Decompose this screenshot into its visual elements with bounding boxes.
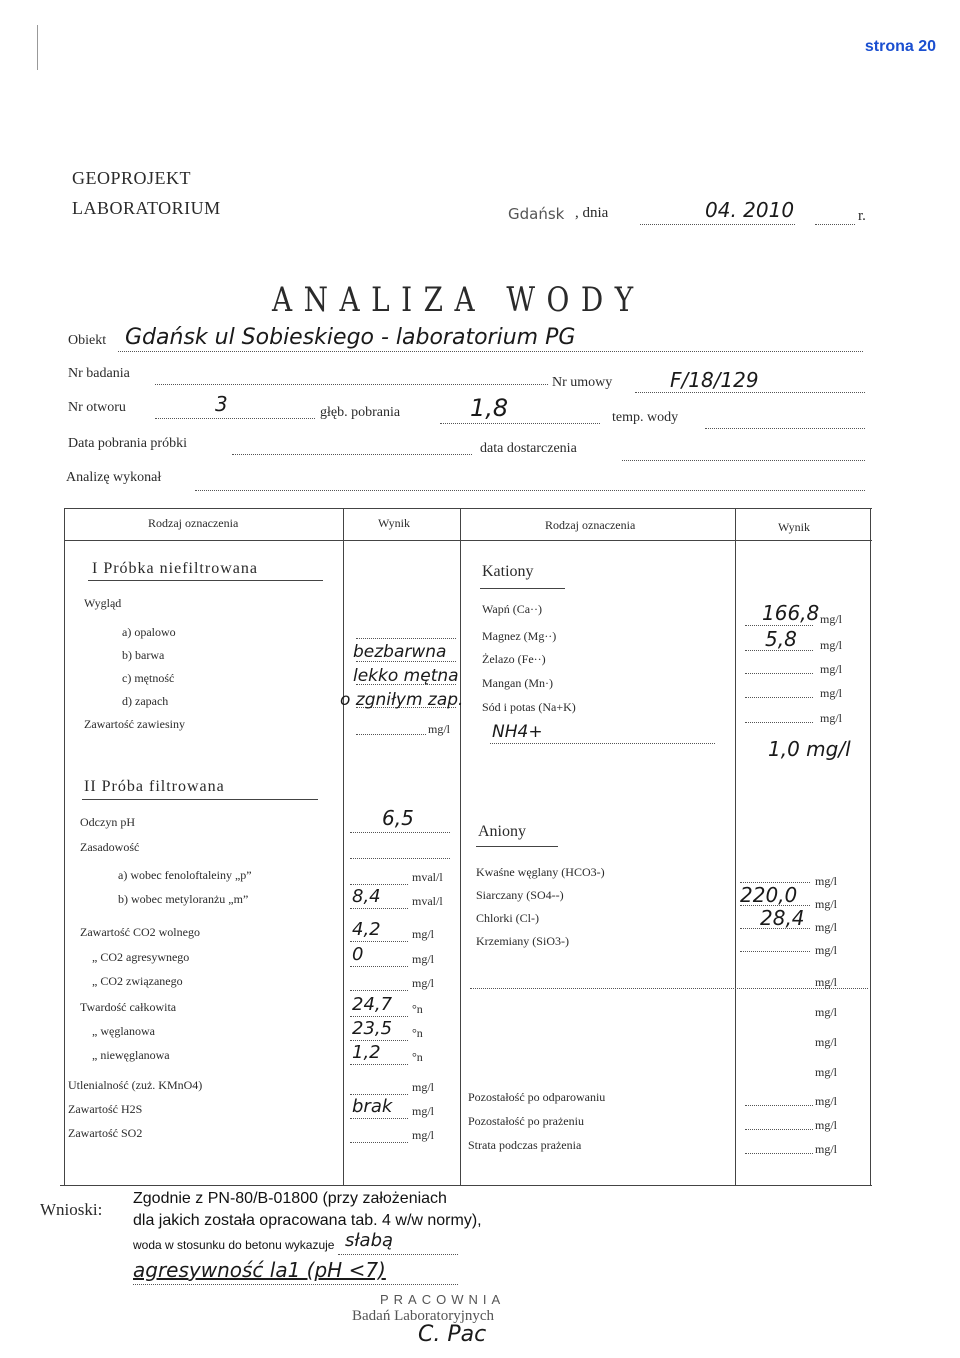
s2-row-unit: mg/l bbox=[412, 952, 435, 966]
kation-label: Żelazo (Fe··) bbox=[482, 652, 546, 666]
nr-otworu-value: 3 bbox=[215, 392, 228, 416]
anion-label: Siarczany (SO4--) bbox=[476, 888, 564, 902]
place: Gdańsk bbox=[508, 205, 565, 223]
anion-extra-unit: mg/l bbox=[815, 1005, 838, 1019]
anion-unit: mg/l bbox=[815, 897, 838, 911]
s2-row-unit: mg/l bbox=[412, 1128, 435, 1142]
s2-row-unit: mg/l bbox=[412, 927, 435, 941]
stamp-line1: PRACOWNIA bbox=[380, 1292, 506, 1307]
kation-extra-value: 1,0 mg/l bbox=[768, 737, 851, 761]
s2-row-label: b) wobec metyloranżu „m” bbox=[118, 892, 249, 906]
anion-value: 220,0 bbox=[740, 883, 798, 907]
s2-row-label: Zawartość CO2 wolnego bbox=[80, 925, 200, 939]
obiekt-value: Gdańsk ul Sobieskiego - laboratorium PG bbox=[125, 325, 576, 350]
s2-row-unit: mg/l bbox=[412, 1080, 435, 1094]
obiekt-label: Obiekt bbox=[68, 333, 107, 348]
s2-row-label: „ węglanowa bbox=[92, 1024, 155, 1038]
kation-value: 5,8 bbox=[765, 627, 797, 651]
analize-label: Analizę wykonał bbox=[66, 470, 162, 485]
date-label: , dnia bbox=[575, 205, 609, 221]
odczyn-value: 6,5 bbox=[382, 806, 414, 830]
data-pobrania-label: Data pobrania próbki bbox=[68, 436, 187, 451]
s2-row-unit: °n bbox=[412, 1026, 423, 1040]
odczyn-label: Odczyn pH bbox=[80, 815, 135, 829]
nr-umowy-value: F/18/129 bbox=[670, 368, 759, 392]
kation-extra-label: NH4+ bbox=[492, 722, 543, 742]
date-suffix: r. bbox=[858, 208, 866, 224]
kation-label: Sód i potas (Na+K) bbox=[482, 700, 576, 714]
anion-unit: mg/l bbox=[815, 920, 838, 934]
kation-unit: mg/l bbox=[820, 686, 843, 700]
s2-row-label: „ CO2 agresywnego bbox=[92, 950, 190, 964]
anion-unit: mg/l bbox=[815, 943, 838, 957]
s2-row-value: 24,7 bbox=[352, 994, 393, 1015]
anion-label: Chlorki (Cl-) bbox=[476, 911, 539, 925]
lab-name-line1: GEOPROJEKT bbox=[72, 168, 192, 188]
bottom-row-unit: mg/l bbox=[815, 1118, 838, 1132]
wnioski-line3: woda w stosunku do betonu wykazuje bbox=[133, 1238, 335, 1252]
s2-row-unit: mg/l bbox=[412, 976, 435, 990]
signature: C. Pac bbox=[418, 1322, 487, 1347]
bottom-row-unit: mg/l bbox=[815, 1142, 838, 1156]
s2-row-unit: °n bbox=[412, 1002, 423, 1016]
table-head-col4: Wynik bbox=[778, 520, 810, 534]
s2-row-unit: mval/l bbox=[412, 894, 443, 908]
anion-label: Krzemiany (SiO3-) bbox=[476, 934, 569, 948]
s1-row-value: lekko mętna bbox=[353, 666, 459, 686]
anion-value: 28,4 bbox=[760, 906, 805, 930]
s1-row-label: d) zapach bbox=[122, 694, 169, 708]
page-number: strona 20 bbox=[864, 38, 936, 55]
nr-umowy-label: Nr umowy bbox=[552, 375, 613, 390]
bottom-row-label: Pozostałość po odparowaniu bbox=[468, 1090, 606, 1104]
kation-label: Magnez (Mg··) bbox=[482, 629, 557, 643]
s2-row-label: Zawartość SO2 bbox=[68, 1126, 143, 1140]
kation-unit: mg/l bbox=[820, 638, 843, 652]
wnioski-line3-value: słabą bbox=[345, 1230, 394, 1251]
kationy-title: Kationy bbox=[482, 563, 534, 580]
section2-title: II Próba filtrowana bbox=[84, 778, 225, 795]
wnioski-line2: dla jakich została opracowana tab. 4 w/w normy), bbox=[133, 1212, 482, 1229]
s2-row-unit: mg/l bbox=[412, 1104, 435, 1118]
s2-row-value: brak bbox=[352, 1096, 393, 1117]
data-dostarczenia-label: data dostarczenia bbox=[480, 441, 577, 456]
wnioski-line4: agresywność la1 (pH <7) bbox=[133, 1258, 386, 1282]
date-value: 04. 2010 bbox=[705, 198, 795, 222]
s1-row-value: bezbarwna bbox=[353, 642, 447, 662]
s1-row-label: b) barwa bbox=[122, 648, 165, 662]
s2-row-label: „ niewęglanowa bbox=[92, 1048, 170, 1062]
kation-label: Wapń (Ca··) bbox=[482, 602, 543, 616]
wyglad-label: Wygląd bbox=[84, 596, 122, 610]
table-head-col3: Rodzaj oznaczenia bbox=[545, 518, 636, 532]
bottom-row-unit: mg/l bbox=[815, 1094, 838, 1108]
s1-row-value: o zgniłym zap. bbox=[340, 690, 464, 710]
nr-otworu-label: Nr otworu bbox=[68, 400, 126, 415]
s2-row-label: a) wobec fenoloftaleiny „p” bbox=[118, 868, 252, 882]
s2-row-unit: mval/l bbox=[412, 870, 443, 884]
anion-extra-unit: mg/l bbox=[815, 975, 838, 989]
s2-row-label: Zawartość H2S bbox=[68, 1102, 143, 1116]
s2-row-unit: °n bbox=[412, 1050, 423, 1064]
s2-row-value: 1,2 bbox=[352, 1042, 381, 1063]
document-title: ANALIZA WODY bbox=[272, 280, 645, 320]
zawiesina-unit: mg/l bbox=[428, 722, 451, 736]
s2-row-value: 8,4 bbox=[352, 886, 381, 907]
s2-row-label: „ CO2 związanego bbox=[92, 974, 183, 988]
s1-row-label: c) mętność bbox=[122, 671, 175, 685]
table-head-col2: Wynik bbox=[378, 516, 410, 530]
table-head-col1: Rodzaj oznaczenia bbox=[148, 516, 239, 530]
left-edge-mark bbox=[37, 25, 38, 70]
bottom-row-label: Pozostałość po prażeniu bbox=[468, 1114, 584, 1128]
kation-unit: mg/l bbox=[820, 662, 843, 676]
kation-unit: mg/l bbox=[820, 612, 843, 626]
anion-extra-unit: mg/l bbox=[815, 1035, 838, 1049]
section1-title: I Próbka niefiltrowana bbox=[92, 560, 258, 577]
temp-label: temp. wody bbox=[612, 410, 679, 425]
kation-unit: mg/l bbox=[820, 711, 843, 725]
s2-row-label: Twardość całkowita bbox=[80, 1000, 177, 1014]
lab-name-line2: LABORATORIUM bbox=[72, 198, 221, 218]
wnioski-line1: Zgodnie z PN-80/B-01800 (przy założeniach bbox=[133, 1190, 447, 1207]
stamp-line2: Badań Laboratoryjnych bbox=[352, 1308, 495, 1324]
anion-label: Kwaśne węglany (HCO3-) bbox=[476, 865, 605, 879]
zawiesina-label: Zawartość zawiesiny bbox=[84, 717, 185, 731]
zasadowosc-label: Zasadowość bbox=[80, 840, 140, 854]
bottom-row-label: Strata podczas prażenia bbox=[468, 1138, 582, 1152]
s2-row-label: Utlenialność (zuż. KMnO4) bbox=[68, 1078, 203, 1092]
kation-value: 166,8 bbox=[762, 601, 820, 625]
s2-row-value: 4,2 bbox=[352, 919, 381, 940]
aniony-title: Aniony bbox=[478, 823, 526, 840]
wnioski-label: Wnioski: bbox=[40, 1200, 103, 1219]
s2-row-value: 0 bbox=[352, 944, 364, 965]
glebokosc-value: 1,8 bbox=[470, 394, 509, 422]
s2-row-value: 23,5 bbox=[352, 1018, 393, 1039]
anion-extra-unit: mg/l bbox=[815, 1065, 838, 1079]
kation-label: Mangan (Mn·) bbox=[482, 676, 553, 690]
glebokosc-label: głęb. pobrania bbox=[320, 405, 401, 420]
anion-unit: mg/l bbox=[815, 874, 838, 888]
s1-row-label: a) opalowo bbox=[122, 625, 176, 639]
nr-badania-label: Nr badania bbox=[68, 366, 130, 381]
